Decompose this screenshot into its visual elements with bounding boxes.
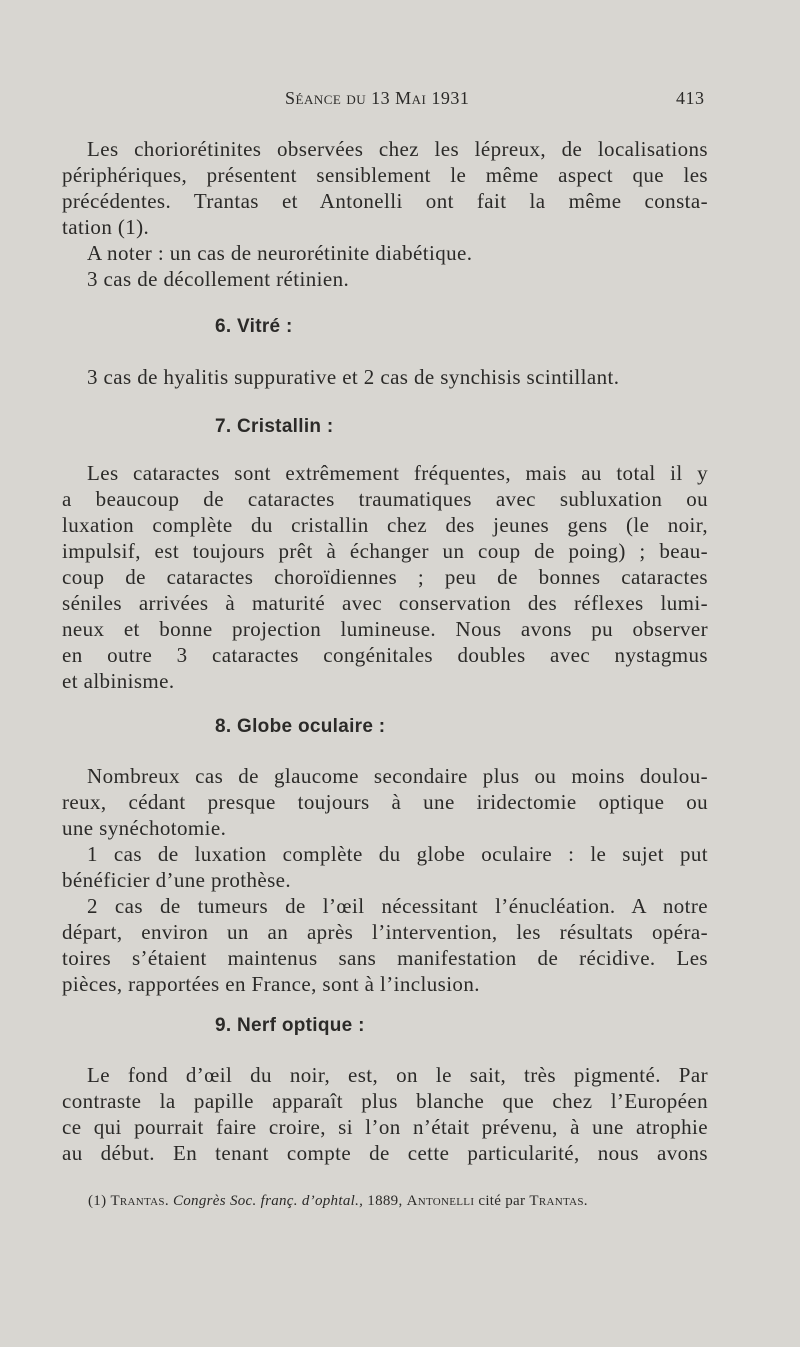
text-line: toires s’étaient maintenus sans manifestation de récidive. Les <box>62 946 708 970</box>
footnote <box>88 1193 588 1210</box>
note-decollement: 3 cas de décollement rétinien. <box>87 267 350 291</box>
text-line: contraste la papille apparaît plus blanche que chez l’Européen <box>62 1089 708 1113</box>
text-line: impulsif, est toujours prêt à échanger un coup de poing) ; beau- <box>62 539 708 563</box>
text-line: Les cataractes sont extrêmement fréquentes, mais au total il y <box>87 461 708 485</box>
heading-globe-oculaire: 8. Globe oculaire : <box>215 716 386 737</box>
cristallin-paragraph <box>62 460 708 694</box>
running-title: Séance du 13 Mai 1931 <box>285 88 470 108</box>
text-line: bénéficier d’une prothèse. <box>62 868 292 892</box>
text-line: périphériques, présentent sensiblement le même aspect que les <box>62 163 708 187</box>
text-line: Les choriorétinites observées chez les lépreux, de localisations <box>87 137 708 161</box>
note-neuroretinite: A noter : un cas de neurorétinite diabétique. <box>87 241 473 265</box>
text-line: en outre 3 cataractes congénitales doubles avec nystagmus <box>62 643 708 667</box>
footnote-author: Trantas. <box>529 1193 588 1209</box>
text-line: séniles arrivées à maturité avec conservation des réflexes lumi- <box>62 591 708 615</box>
footnote-year: 1889, <box>367 1193 403 1209</box>
vitre-paragraph <box>62 364 708 390</box>
globe-paragraphs <box>62 763 708 997</box>
footnote-number: (1) <box>88 1193 107 1209</box>
footnote-author: Trantas. <box>110 1193 169 1209</box>
text-line: reux, cédant presque toujours à une iridectomie optique ou <box>62 790 708 814</box>
text-line: au début. En tenant compte de cette particularité, nous avons <box>62 1141 708 1165</box>
intro-paragraph <box>62 136 708 292</box>
text-line: ce qui pourrait faire croire, si l’on n’était prévenu, à une atrophie <box>62 1115 708 1139</box>
text-line: pièces, rapportées en France, sont à l’inclusion. <box>62 972 480 996</box>
nerf-paragraph <box>62 1062 708 1166</box>
footnote-author: Antonelli <box>406 1193 475 1209</box>
text-line: neux et bonne projection lumineuse. Nous avons pu observer <box>62 617 708 641</box>
text-line: coup de cataractes choroïdiennes ; peu de bonnes cataractes <box>62 565 708 589</box>
text-line: luxation complète du cristallin chez des jeunes gens (le noir, <box>62 513 708 537</box>
running-header <box>0 88 800 118</box>
text-line: 2 cas de tumeurs de l’œil nécessitant l’énucléation. A notre <box>87 894 708 918</box>
text-line: précédentes. Trantas et Antonelli ont fait la même consta- <box>62 189 708 213</box>
heading-vitre: 6. Vitré : <box>215 316 293 337</box>
heading-cristallin: 7. Cristallin : <box>215 416 334 437</box>
text-line: une synéchotomie. <box>62 816 227 840</box>
text-line: départ, environ un an après l’intervention, les résultats opéra- <box>62 920 708 944</box>
text-line: Le fond d’œil du noir, est, on le sait, très pigmenté. Par <box>87 1063 708 1087</box>
text-line: tation (1). <box>62 215 150 239</box>
heading-nerf-optique: 9. Nerf optique : <box>215 1015 365 1036</box>
text-line: 1 cas de luxation complète du globe oculaire : le sujet put <box>87 842 708 866</box>
text-line: a beaucoup de cataractes traumatiques avec subluxation ou <box>62 487 708 511</box>
text-line: et albinisme. <box>62 669 175 693</box>
text-line: 3 cas de hyalitis suppurative et 2 cas de synchisis scintillant. <box>87 365 620 389</box>
footnote-cited: cité par <box>478 1193 526 1209</box>
page-number: 413 <box>676 88 705 108</box>
text-line: Nombreux cas de glaucome secondaire plus ou moins doulou- <box>87 764 708 788</box>
footnote-journal: Congrès Soc. franç. d’ophtal., <box>172 1193 364 1209</box>
